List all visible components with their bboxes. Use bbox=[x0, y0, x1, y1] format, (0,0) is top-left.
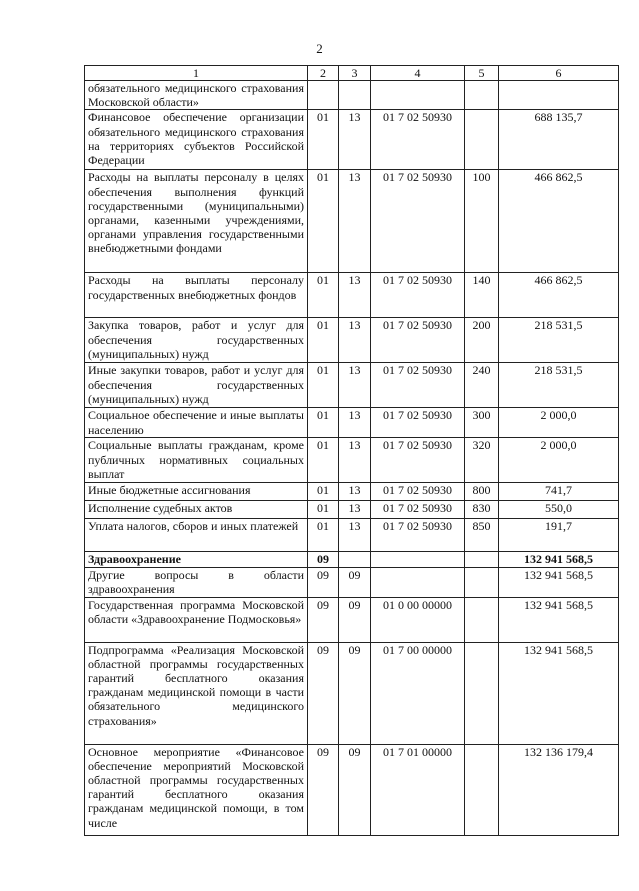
row-subsection-cell: 13 bbox=[339, 110, 371, 170]
row-section-cell: 01 bbox=[308, 363, 339, 408]
row-section-cell: 09 bbox=[308, 567, 339, 597]
table-row bbox=[85, 501, 619, 519]
row-expense-type-cell: 100 bbox=[465, 170, 499, 273]
row-amount-cell: 688 135,7 bbox=[499, 110, 619, 170]
row-target-article-cell: 01 7 02 50930 bbox=[371, 519, 465, 552]
row-amount-cell: 132 136 179,4 bbox=[499, 744, 619, 835]
row-subsection-cell: 13 bbox=[339, 318, 371, 363]
table-row bbox=[85, 110, 619, 170]
row-target-article-cell: 01 0 00 00000 bbox=[371, 597, 465, 642]
table-row bbox=[85, 597, 619, 642]
row-section-cell: 01 bbox=[308, 483, 339, 501]
row-target-article-cell bbox=[371, 552, 465, 567]
budget-table bbox=[84, 65, 619, 836]
row-name-cell: Иные бюджетные ассигнования bbox=[85, 483, 308, 501]
table-row bbox=[85, 642, 619, 744]
row-subsection-cell: 13 bbox=[339, 519, 371, 552]
row-target-article-cell: 01 7 02 50930 bbox=[371, 438, 465, 483]
row-expense-type-cell bbox=[465, 81, 499, 110]
row-section-cell: 01 bbox=[308, 273, 339, 318]
row-expense-type-cell: 300 bbox=[465, 408, 499, 438]
row-amount-cell: 132 941 568,5 bbox=[499, 642, 619, 744]
column-number-1: 1 bbox=[85, 66, 308, 81]
table-row bbox=[85, 438, 619, 483]
row-target-article-cell: 01 7 02 50930 bbox=[371, 318, 465, 363]
row-target-article-cell: 01 7 00 00000 bbox=[371, 642, 465, 744]
row-expense-type-cell bbox=[465, 110, 499, 170]
table-row bbox=[85, 408, 619, 438]
row-name-cell: Социальные выплаты гражданам, кроме публичных нормативных социальных выплат bbox=[85, 438, 308, 483]
row-amount-cell: 218 531,5 bbox=[499, 318, 619, 363]
row-expense-type-cell bbox=[465, 744, 499, 835]
row-amount-cell: 132 941 568,5 bbox=[499, 567, 619, 597]
row-expense-type-cell bbox=[465, 552, 499, 567]
row-subsection-cell: 13 bbox=[339, 273, 371, 318]
table-row bbox=[85, 567, 619, 597]
row-target-article-cell: 01 7 02 50930 bbox=[371, 408, 465, 438]
table-row bbox=[85, 170, 619, 273]
row-expense-type-cell: 850 bbox=[465, 519, 499, 552]
row-section-cell: 09 bbox=[308, 597, 339, 642]
row-target-article-cell bbox=[371, 81, 465, 110]
row-amount-cell bbox=[499, 81, 619, 110]
row-target-article-cell: 01 7 02 50930 bbox=[371, 483, 465, 501]
row-subsection-cell: 13 bbox=[339, 408, 371, 438]
row-expense-type-cell bbox=[465, 597, 499, 642]
row-subsection-cell: 13 bbox=[339, 170, 371, 273]
column-number-5: 5 bbox=[465, 66, 499, 81]
row-amount-cell: 550,0 bbox=[499, 501, 619, 519]
table-row bbox=[85, 744, 619, 835]
row-section-cell: 09 bbox=[308, 744, 339, 835]
column-number-6: 6 bbox=[499, 66, 619, 81]
row-section-cell: 01 bbox=[308, 408, 339, 438]
row-section-cell: 01 bbox=[308, 519, 339, 552]
row-name-cell: Расходы на выплаты персоналу государственных внебюджетных фондов bbox=[85, 273, 308, 318]
row-name-cell: Расходы на выплаты персоналу в целях обеспечения выполнения функций государственными (муниципальными) органами, казенными учреждениями, органами управления государственными внебюджетными фондами bbox=[85, 170, 308, 273]
table-body bbox=[85, 66, 619, 836]
row-subsection-cell: 09 bbox=[339, 744, 371, 835]
row-name-cell: Социальное обеспечение и иные выплаты населению bbox=[85, 408, 308, 438]
row-name-cell: Другие вопросы в области здравоохранения bbox=[85, 567, 308, 597]
row-expense-type-cell: 140 bbox=[465, 273, 499, 318]
row-amount-cell: 466 862,5 bbox=[499, 170, 619, 273]
row-target-article-cell: 01 7 02 50930 bbox=[371, 363, 465, 408]
row-name-cell: Исполнение судебных актов bbox=[85, 501, 308, 519]
row-subsection-cell bbox=[339, 81, 371, 110]
row-section-cell: 01 bbox=[308, 110, 339, 170]
row-target-article-cell: 01 7 02 50930 bbox=[371, 110, 465, 170]
table-row bbox=[85, 81, 619, 110]
row-target-article-cell: 01 7 02 50930 bbox=[371, 273, 465, 318]
row-expense-type-cell: 320 bbox=[465, 438, 499, 483]
row-amount-cell: 2 000,0 bbox=[499, 408, 619, 438]
row-expense-type-cell bbox=[465, 567, 499, 597]
row-expense-type-cell bbox=[465, 642, 499, 744]
row-amount-cell: 191,7 bbox=[499, 519, 619, 552]
row-name-cell: Подпрограмма «Реализация Московской областной программы государственных гарантий бесплатного оказания гражданам медицинской помощи в части обязательного медицинского страхования» bbox=[85, 642, 308, 744]
row-name-cell: Закупка товаров, работ и услуг для обеспечения государственных (муниципальных) нужд bbox=[85, 318, 308, 363]
row-section-cell bbox=[308, 81, 339, 110]
row-section-cell: 09 bbox=[308, 552, 339, 567]
row-subsection-cell: 13 bbox=[339, 501, 371, 519]
row-subsection-cell: 09 bbox=[339, 642, 371, 744]
row-name-cell: Уплата налогов, сборов и иных платежей bbox=[85, 519, 308, 552]
row-name-cell: Государственная программа Московской области «Здравоохранение Подмосковья» bbox=[85, 597, 308, 642]
row-amount-cell: 2 000,0 bbox=[499, 438, 619, 483]
row-target-article-cell: 01 7 01 00000 bbox=[371, 744, 465, 835]
table-row bbox=[85, 483, 619, 501]
row-section-cell: 01 bbox=[308, 318, 339, 363]
column-number-4: 4 bbox=[371, 66, 465, 81]
row-target-article-cell: 01 7 02 50930 bbox=[371, 501, 465, 519]
column-number-3: 3 bbox=[339, 66, 371, 81]
table-header-row bbox=[85, 66, 619, 81]
row-name-cell: обязательного медицинского страхования Московской области» bbox=[85, 81, 308, 110]
row-section-cell: 09 bbox=[308, 642, 339, 744]
row-amount-cell: 218 531,5 bbox=[499, 363, 619, 408]
row-name-cell: Финансовое обеспечение организации обязательного медицинского страхования на территориях субъектов Российской Федерации bbox=[85, 110, 308, 170]
row-subsection-cell: 09 bbox=[339, 597, 371, 642]
row-expense-type-cell: 200 bbox=[465, 318, 499, 363]
row-name-cell: Иные закупки товаров, работ и услуг для обеспечения государственных (муниципальных) нужд bbox=[85, 363, 308, 408]
row-amount-cell: 132 941 568,5 bbox=[499, 597, 619, 642]
table-row bbox=[85, 318, 619, 363]
row-amount-cell: 466 862,5 bbox=[499, 273, 619, 318]
row-expense-type-cell: 830 bbox=[465, 501, 499, 519]
row-section-cell: 01 bbox=[308, 501, 339, 519]
row-amount-cell: 132 941 568,5 bbox=[499, 552, 619, 567]
row-target-article-cell: 01 7 02 50930 bbox=[371, 170, 465, 273]
table-row bbox=[85, 363, 619, 408]
row-section-cell: 01 bbox=[308, 438, 339, 483]
row-name-cell: Основное мероприятие «Финансовое обеспечение мероприятий Московской областной программы государственных гарантий бесплатного оказания гражданам медицинской помощи, в том числе bbox=[85, 744, 308, 835]
row-subsection-cell: 13 bbox=[339, 438, 371, 483]
row-amount-cell: 741,7 bbox=[499, 483, 619, 501]
row-target-article-cell bbox=[371, 567, 465, 597]
column-number-2: 2 bbox=[308, 66, 339, 81]
row-expense-type-cell: 240 bbox=[465, 363, 499, 408]
row-subsection-cell: 13 bbox=[339, 363, 371, 408]
page-number: 2 bbox=[316, 41, 323, 56]
row-section-cell: 01 bbox=[308, 170, 339, 273]
row-name-cell: Здравоохранение bbox=[85, 552, 308, 567]
row-expense-type-cell: 800 bbox=[465, 483, 499, 501]
row-subsection-cell: 13 bbox=[339, 483, 371, 501]
table-row bbox=[85, 519, 619, 552]
row-subsection-cell: 09 bbox=[339, 567, 371, 597]
row-subsection-cell bbox=[339, 552, 371, 567]
table-row bbox=[85, 273, 619, 318]
table-row bbox=[85, 552, 619, 567]
